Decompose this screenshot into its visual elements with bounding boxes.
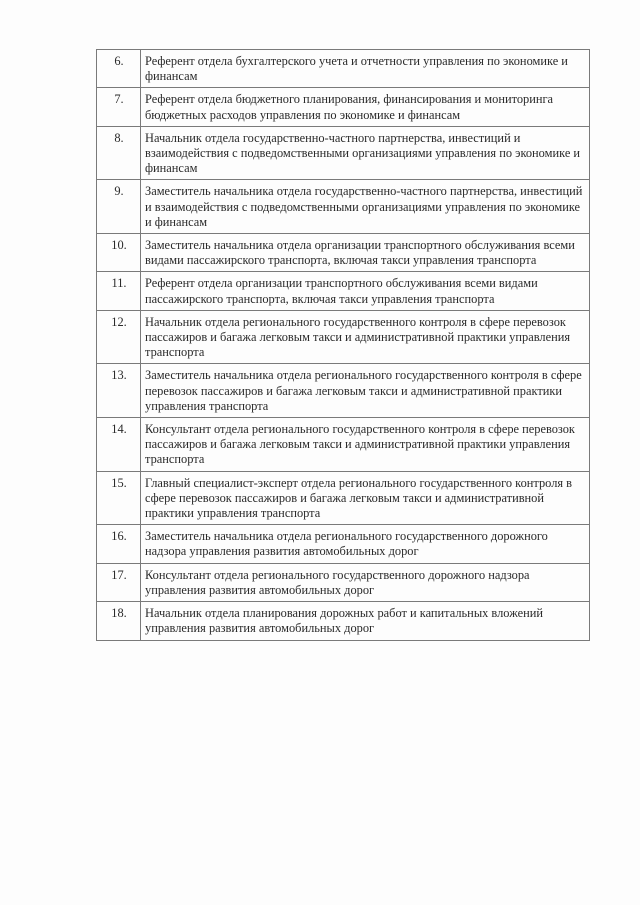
row-number: 13. bbox=[97, 364, 141, 418]
table-row bbox=[97, 272, 590, 310]
position-title: Заместитель начальника отдела государственно-частного партнерства, инвестиций и взаимодействия с подведомственными организациями управления по экономике и финансам bbox=[141, 180, 590, 234]
positions-table bbox=[96, 49, 590, 641]
row-number: 18. bbox=[97, 602, 141, 640]
table-row bbox=[97, 180, 590, 234]
position-title: Начальник отдела государственно-частного партнерства, инвестиций и взаимодействия с подведомственными организациями управления по экономике и финансам bbox=[141, 126, 590, 180]
position-title: Референт отдела организации транспортного обслуживания всеми видами пассажирского транспорта, включая такси управления транспорта bbox=[141, 272, 590, 310]
table-row bbox=[97, 310, 590, 364]
position-title: Консультант отдела регионального государственного дорожного надзора управления развития автомобильных дорог bbox=[141, 563, 590, 601]
row-number: 15. bbox=[97, 471, 141, 525]
table-row bbox=[97, 525, 590, 563]
table-row bbox=[97, 563, 590, 601]
position-title: Заместитель начальника отдела регионального государственного дорожного надзора управления развития автомобильных дорог bbox=[141, 525, 590, 563]
row-number: 17. bbox=[97, 563, 141, 601]
table-row bbox=[97, 602, 590, 640]
position-title: Референт отдела бухгалтерского учета и отчетности управления по экономике и финансам bbox=[141, 50, 590, 88]
position-title: Заместитель начальника отдела регионального государственного контроля в сфере перевозок пассажиров и багажа легковым такси и административной практики управления транспорта bbox=[141, 364, 590, 418]
row-number: 14. bbox=[97, 418, 141, 472]
position-title: Главный специалист-эксперт отдела регионального государственного контроля в сфере перевозок пассажиров и багажа легковым такси и административной практики управления транспорта bbox=[141, 471, 590, 525]
row-number: 7. bbox=[97, 88, 141, 126]
table-row bbox=[97, 364, 590, 418]
row-number: 16. bbox=[97, 525, 141, 563]
table-row bbox=[97, 418, 590, 472]
row-number: 6. bbox=[97, 50, 141, 88]
position-title: Начальник отдела регионального государственного контроля в сфере перевозок пассажиров и багажа легковым такси и административной практики управления транспорта bbox=[141, 310, 590, 364]
row-number: 9. bbox=[97, 180, 141, 234]
position-title: Консультант отдела регионального государственного контроля в сфере перевозок пассажиров и багажа легковым такси и административной практики управления транспорта bbox=[141, 418, 590, 472]
row-number: 12. bbox=[97, 310, 141, 364]
table-row bbox=[97, 126, 590, 180]
table-row bbox=[97, 50, 590, 88]
row-number: 8. bbox=[97, 126, 141, 180]
position-title: Начальник отдела планирования дорожных работ и капитальных вложений управления развития автомобильных дорог bbox=[141, 602, 590, 640]
row-number: 11. bbox=[97, 272, 141, 310]
position-title: Референт отдела бюджетного планирования, финансирования и мониторинга бюджетных расходов управления по экономике и финансам bbox=[141, 88, 590, 126]
table-row bbox=[97, 234, 590, 272]
position-title: Заместитель начальника отдела организации транспортного обслуживания всеми видами пассажирского транспорта, включая такси управления транспорта bbox=[141, 234, 590, 272]
table-row bbox=[97, 88, 590, 126]
row-number: 10. bbox=[97, 234, 141, 272]
table-row bbox=[97, 471, 590, 525]
